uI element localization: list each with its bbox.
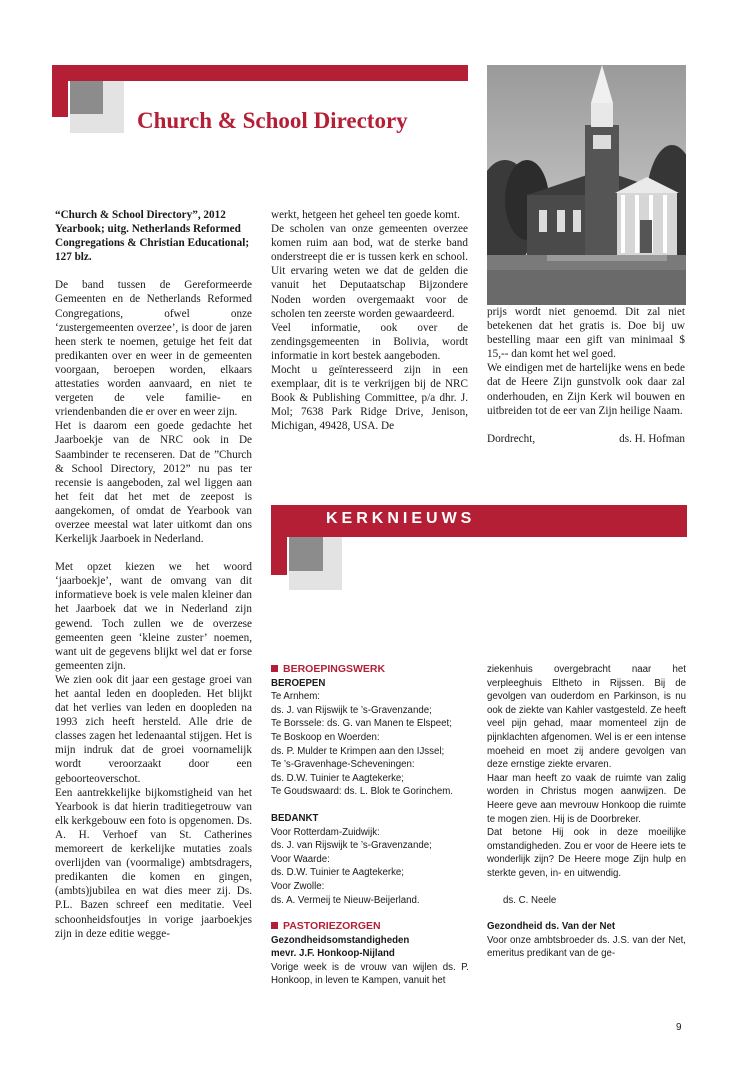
kerknieuws-column-2 [487,663,686,961]
bedankt-item: Voor Zwolle: [271,880,325,892]
review-citation: “Church & School Directory”, 2012 Yearbook; uitg. Netherlands Reformed Congregations & Christian Educational; 127 blz. [55,209,250,264]
page-title: Church & School Directory [137,108,408,133]
vandernet-title: Gezondheid ds. Van der Net [487,921,616,933]
beroepen-item: Te Arnhem: [271,691,320,703]
header-gray-square [70,81,103,114]
review-paragraph: De scholen van onze gemeenten overzee komen ruim aan bod, wat de sterke band onderstreept die er is tussen kerk en school. Uit ervaring weten we dat de gelden die vanuit het Deputaatschap Bijzondere Noden worden overgemaakt voor de scholen ten zeerste worden gewaardeerd. [271,223,468,320]
review-signature [487,432,685,446]
section-title: BEROEPINGSWERK [283,663,386,675]
news-signature: ds. C. Neele [503,894,557,906]
review-paragraph: Het is daarom een goede gedachte het Jaarboekje van de NRC ook in De Saambinder te recenseren. Dat de ”Church & School Directory, 2012” nu pas ter recensie is aangeboden, zal wel liggen aan het feit dat het met de zeepost is aangekomen, of omdat de Yearbook van overzee meestal wat later uitkomt dan ons Kerkelijk Jaarboek in Nederland. [55,420,252,546]
beroepen-title: BEROEPEN [271,677,326,689]
review-paragraph: Mocht u geïnteresseerd zijn in een exemplaar, dit is te verkrijgen bij de NRC Book & Publishing Committee, p/a dhr. J. Mol; 7638 Park Ridge Drive, Jenison, Michigan, 49428, USA. De [271,364,468,433]
review-column-3 [487,305,685,446]
section-square-icon [271,922,278,929]
review-paragraph: prijs wordt niet genoemd. Dit zal niet betekenen dat het gratis is. Doe bij uw bestelling maar een gift van minimaal $ 15,-- dan komt het wel goed. [487,306,685,361]
review-column-2 [271,208,468,434]
review-paragraph: Met opzet kiezen we het woord ‘jaarboekje’, want de omvang van dit informatieve boek is vele malen kleiner dan het Jaarboek dat we in Nederland zijn gewend. Toch zullen we de overzese gemeenten geen ‘kleine zuster’ noemen, want uit de gegevens blijkt wel dat er forse gemeenten zijn. [55,561,252,672]
section-beroepingswerk [271,663,469,677]
review-column-1 [55,208,252,941]
review-paragraph: werkt, hetgeen het geheel ten goede komt. [271,209,460,221]
review-paragraph: Veel informatie, ook over de zendingsgemeenten in Bolivia, wordt informatie in kort bestek aangeboden. [271,321,468,362]
section-title: PASTORIEZORGEN [283,920,381,933]
beroepen-item: Te Goudswaard: ds. L. Blok te Gorinchem. [271,786,453,798]
signature-place: Dordrecht, [487,432,536,445]
review-paragraph: We zien ook dit jaar een gestage groei van het aantal leden en doopleden. Het blijkt dat het verlies van leden en doopleden na 1993 zich heeft hersteld. Alle drie de classes zagen het ledenaantal stijgen. Het is mijn indruk dat de groei voornamelijk wordt veroorzaakt door een geboorteoverschot. [55,673,252,785]
pastorie-subtitle: Gezondheidsomstandigheden [271,934,410,946]
news-paragraph: Haar man heeft zo vaak de ruimte van zalig worden in Christus mogen aanwijzen. De Heere geve aan mevrouw Honkoop die ruimte te mogen zien. Hij is de Doorbreker. [487,772,686,825]
kerknieuws-banner-left-edge [271,505,287,575]
section-pastoriezorgen [271,920,469,934]
beroepen-item: ds. P. Mulder te Krimpen aan den IJssel; [271,745,445,757]
kerknieuws-title: KERKNIEUWS [326,510,476,527]
bedankt-item: Voor Rotterdam-Zuidwijk: [271,826,380,838]
pastorie-intro: Vorige week is de vrouw van wijlen ds. P. Honkoop, in leven te Kampen, vanuit het [271,961,469,987]
bedankt-item: Voor Waarde: [271,853,330,865]
review-paragraph: We eindigen met de hartelijke wens en bede dat de Heere Zijn gunstvolk ook daar zal onderhouden, en Zijn Kerk wil bouwen en uitbreiden tot de eer van Zijn heilige Naam. [487,362,685,417]
beroepen-item: ds. J. van Rijswijk te ’s-Gravenzande; [271,704,432,716]
vandernet-text: Voor onze ambtsbroeder ds. J.S. van der Net, emeritus predikant van de ge- [487,934,686,960]
church-photo [487,65,686,305]
bedankt-item: ds. J. van Rijswijk te ’s-Gravenzande; [271,840,432,852]
review-paragraph: De band tussen de Gereformeerde Gemeenten en de Netherlands Reformed Congregations, ofwel onze ‘zustergemeenten overzee’, is door de jaren heen sterk te noemen, getuige het feit dat predikanten over en weer in de gemeenten voorgaan, beroepen worden, elkaars attestaties worden aanvaard, en niet te vergeten de vele familie- en vriendenbanden die er over en weer zijn. [55,279,252,419]
beroepen-item: Te Boskoop en Woerden: [271,731,380,743]
bedankt-item: ds. D.W. Tuinier te Aagtekerke; [271,867,404,879]
news-paragraph: ziekenhuis overgebracht naar het verpleeghuis Eltheto in Rijssen. Bij de gevolgen van ouderdom en Parkinson, is nu ook de ziekte van Kahler vastgesteld. Ze heeft veel pijn gehad, maar momenteel zijn de pijnklachten afgenomen. Wel is er een intense moeheid en moet zij andere gevolgen van deze ernstige ziekte ervaren. [487,664,686,771]
header-red-bar [52,65,468,81]
kerknieuws-column-1 [271,663,469,988]
review-paragraph: Een aantrekkelijke bijkomstigheid van het Yearbook is dat hierin traditiegetrouw van elk kerkgebouw een foto is opgenomen. Ds. A. H. Verhoef van St. Catherines memoreert de kerkelijke mutaties zoals overlijden van (voormalige) ambtsdragers, predikanten die komen en gingen, (ambts)jubilea en wat dies meer zij. Ds. P.L. Bazen schreef een meditatie. Veel schoonheidsfoutjes in vorige jaarboekjes zijn in deze editie wegge- [55,786,252,940]
beroepen-item: Te Borssele: ds. G. van Manen te Elspeet; [271,718,452,730]
pastorie-subtitle: mevr. J.F. Honkoop-Nijland [271,948,395,960]
section-square-icon [271,665,278,672]
beroepen-item: ds. D.W. Tuinier te Aagtekerke; [271,772,404,784]
header-red-bar-left-edge [52,65,68,117]
banner-gray-square [289,537,323,571]
signature-name: ds. H. Hofman [619,432,685,445]
news-paragraph: Dat betone Hij ook in deze moeilijke omstandigheden. Zou er voor de Heere iets te wonderlijk zijn? De Heere moge Zijn hulp en sterkte geven, in- en uitwendig. [487,827,686,879]
beroepen-item: Te ’s-Gravenhage-Scheveningen: [271,759,415,771]
church-photo-icon [487,65,686,305]
bedankt-item: ds. A. Vermeij te Nieuw-Beijerland. [271,894,420,906]
page-number: 9 [676,1022,682,1033]
bedankt-title: BEDANKT [271,812,319,824]
